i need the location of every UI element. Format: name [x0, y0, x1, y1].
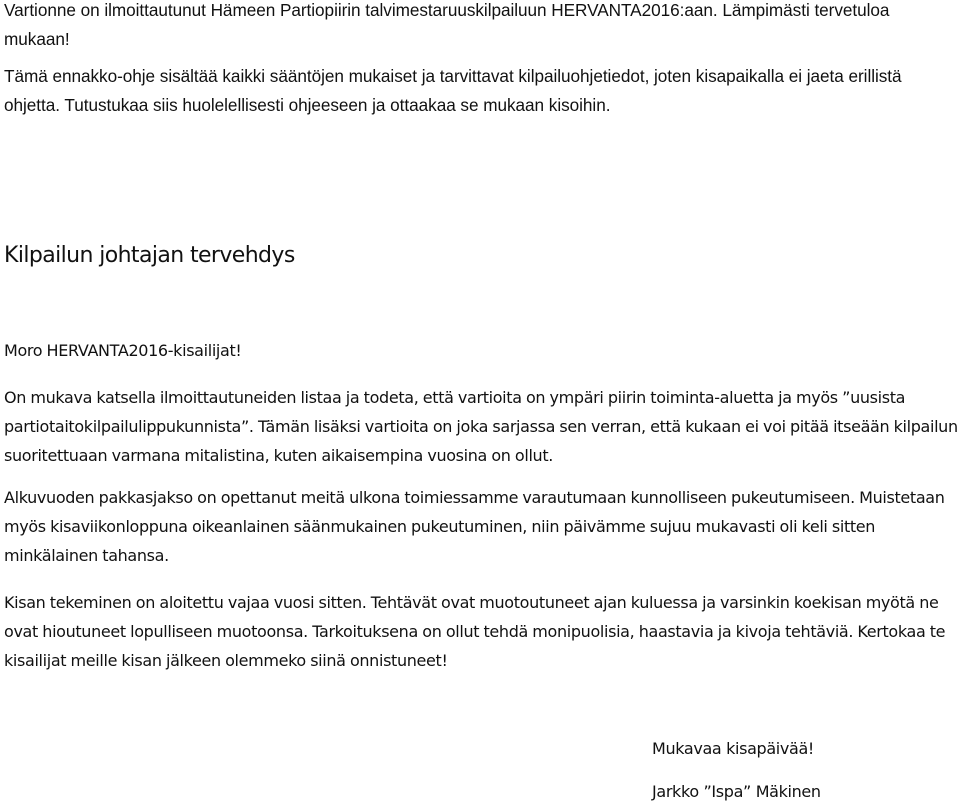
intro-paragraph-welcome: Vartionne on ilmoittautunut Hämeen Partiopiirin talvimestaruuskilpailuun HERVANTA2016:aan. Lämpimästi tervetuloa mukaan! — [4, 0, 890, 49]
intro-paragraph-instructions: Tämä ennakko-ohje sisältää kaikki sääntöjen mukaiset ja tarvittavat kilpailuohjetiedot, joten kisapaikalla ei jaeta erillistä ohjetta. Tutustukaa siis huolelellisesti ohjeeseen ja ottaakaa se mukaan kisoihin. — [4, 66, 902, 115]
section-heading: Kilpailun johtajan tervehdys — [4, 243, 295, 268]
closing-wish: Mukavaa kisapäivää! — [652, 739, 814, 758]
body-paragraph-clothing: Alkuvuoden pakkasjakso on opettanut meitä ulkona toimiessamme varautumaan kunnolliseen pukeutumiseen. Muistetaan myös kisaviikonloppuna oikeanlainen säänmukainen pukeutuminen, niin päivämme sujuu mukavasti oli keli sitten minkälainen tahansa. — [4, 488, 945, 565]
body-paragraph-preparation: Kisan tekeminen on aloitettu vajaa vuosi sitten. Tehtävät ovat muotoutuneet ajan kuluessa ja varsinkin koekisan myötä ne ovat hioutuneet lopulliseen muotoonsa. Tarkoituksena on ollut tehdä monipuolisia, haastavia ja kivoja tehtäviä. Kertokaa te kisailijat meille kisan jälkeen olemmeko siinä onnistuneet! — [4, 593, 946, 670]
signature: Jarkko ”Ispa” Mäkinen — [652, 782, 821, 801]
body-paragraph-participants: On mukava katsella ilmoittautuneiden listaa ja todeta, että vartioita on ympäri piirin toiminta-aluetta ja myös ”uusista partiotaitokilpailulippukunnista”. Tämän lisäksi vartioita on joka sarjassa sen verran, että kukaan ei voi pitää itseään kilpailun suoritettuaan varmana mitalistina, kuten aikaisempina vuosina on ollut. — [4, 388, 958, 465]
greeting-line: Moro HERVANTA2016-kisailijat! — [4, 341, 242, 360]
